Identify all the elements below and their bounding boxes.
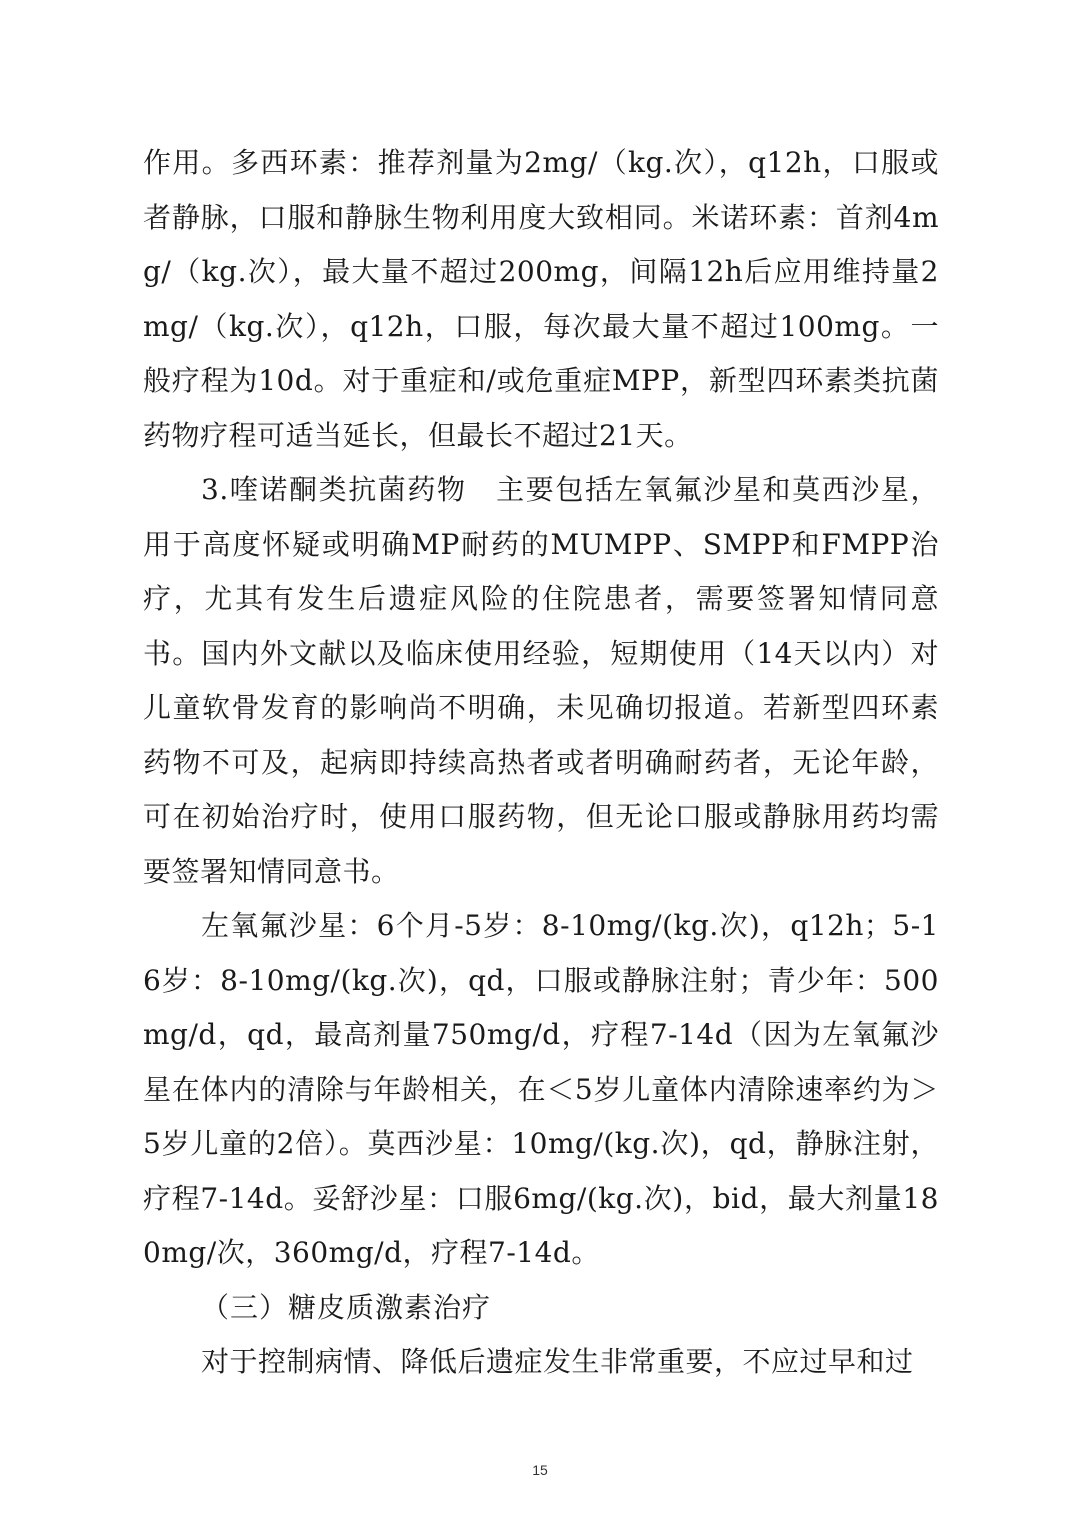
paragraph-levofloxacin-dosing: 左氧氟沙星：6个月-5岁：8-10mg/(kg.次)，q12h；5-16岁：8-10mg/(kg.次)，qd，口服或静脉注射；青少年：500mg/d，qd，最高剂量750mg/d，疗程7-14d（因为左氧氟沙星在体内的清除与年龄相关，在＜5岁儿童体内清除速率约为＞5岁儿童的2倍）。莫西沙星：10mg/(kg.次)，qd，静脉注射，疗程7-14d。妥舒沙星：口服6mg/(kg.次)，bid，最大剂量180mg/次，360mg/d，疗程7-14d。 [143,909,939,1269]
section-heading: （三）糖皮质激素治疗 [201,1290,492,1324]
paragraph-tetracycline-dosing: 作用。多西环素：推荐剂量为2mg/（kg.次），q12h，口服或者静脉，口服和静脉生物利用度大致相同。米诺环素：首剂4mg/（kg.次），最大量不超过200mg，间隔12h后应用维持量2mg/（kg.次），q12h，口服，每次最大量不超过100mg。一般疗程为10d。对于重症和/或危重症MPP，新型四环素类抗菌药物疗程可适当延长，但最长不超过21天。 [143,146,939,452]
page-number: 15 [532,1462,548,1478]
paragraph-glucocorticoid-intro: 对于控制病情、降低后遗症发生非常重要，不应过早和过 [201,1345,914,1378]
document-body [143,136,939,1390]
paragraph-quinolone-antibiotics: 3.喹诺酮类抗菌药物 主要包括左氧氟沙星和莫西沙星，用于高度怀疑或明确MP耐药的MUMPP、SMPP和FMPP治疗，尤其有发生后遗症风险的住院患者，需要签署知情同意书。国内外文献以及临床使用经验，短期使用（14天以内）对儿童软骨发育的影响尚不明确，未见确切报道。若新型四环素药物不可及，起病即持续高热者或者明确耐药者，无论年龄，可在初始治疗时，使用口服药物，但无论口服或静脉用药均需要签署知情同意书。 [143,473,939,888]
